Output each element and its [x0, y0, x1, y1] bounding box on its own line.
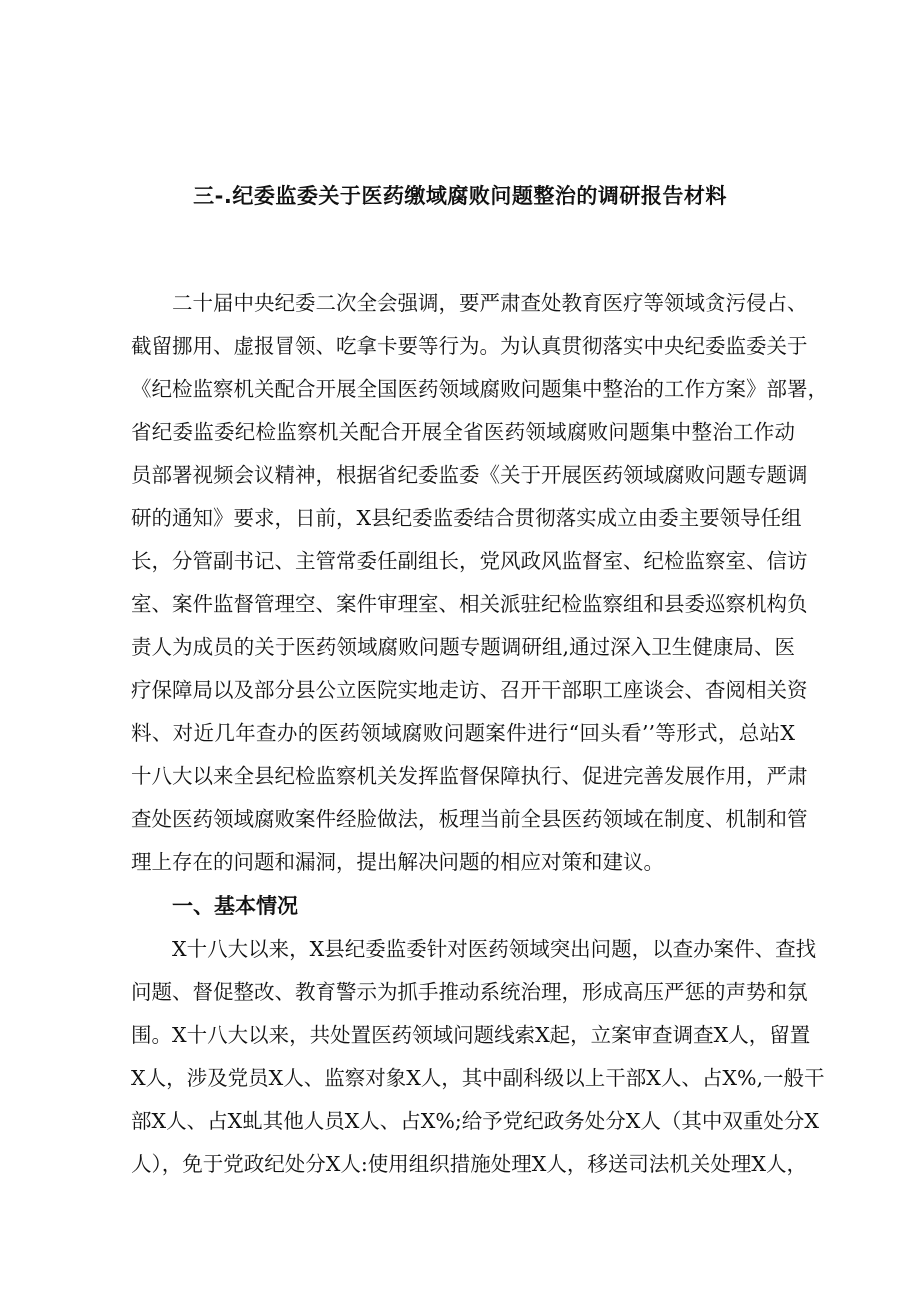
- paragraph-line: 十八大以来全县纪检监察机关发挥监督保障执行、促进完善发展作用，严肃: [131, 764, 808, 788]
- paragraph-intro: [131, 282, 828, 884]
- paragraph-line: 理上存在的问题和漏洞，提出解决问题的相应对策和建议。: [131, 850, 664, 874]
- paragraph-line: 疗保障局以及部分县公立医院实地走访、召开干部职工座谈会、杳阅相关资: [131, 678, 808, 702]
- paragraph-line: 长，分管副书记、主管常委任副组长，党风政风监督室、纪检监察室、信访: [131, 549, 808, 573]
- paragraph-line: 《纪检监察机关配合开展全国医药领域腐败问题集中整治的工作方案》部署，: [131, 377, 828, 401]
- paragraph-line: 部X人、占X虬其他人员X人、占X%;给予党纪政务处分X人（其中双重处分X: [131, 1109, 819, 1133]
- paragraph-basic-situation: [131, 928, 825, 1186]
- paragraph-line: 责人为成员的关于医药领域腐败问题专题调研组,通过深入卫生健康局、医: [131, 635, 795, 659]
- paragraph-line: 省纪委监委纪检监察机关配合开展全省医药领域腐败问题集中整治工作动: [131, 420, 795, 444]
- paragraph-line: X十八大以来，X县纪委监委针对医药领域突出问题，以查办案件、查找: [172, 937, 817, 961]
- paragraph-line: 问题、督促整改、教育警示为抓手推动系统治理，形成高压严惩的声势和氛: [131, 980, 808, 1004]
- document-title: 三-.纪委监委关于医药缴域腐败问题整治的调研报告材料: [193, 184, 727, 208]
- paragraph-line: 查处医药领域腐败案件经脸做法，板理当前全县医药领域在制度、机制和管: [131, 807, 808, 831]
- section-heading-basic-situation: 一、基本情况: [172, 894, 298, 918]
- paragraph-line: 截留挪用、虚报冒领、吃拿卡要等行为。为认真贯彻落实中央纪委监委关于: [131, 334, 808, 358]
- paragraph-line: 围。X十八大以来，共处置医药领域问题线索X起，立案审查调查X人，留置: [131, 1023, 811, 1047]
- paragraph-line: 二十届中央纪委二次全会强调，要严肃查处教育医疗等领域贪污侵占、: [172, 291, 808, 315]
- paragraph-line: 研的通知》要求，日前，X县纪委监委结合贯彻落实成立由委主要领导任组: [131, 506, 802, 530]
- paragraph-line: X人，涉及党员X人、监察对象X人，其中副科级以上干部X人、占X%,一般干: [131, 1066, 825, 1090]
- paragraph-line: 料、对近几年查办的医药领域腐败问题案件进行“回头看’’等形式，总站X: [131, 721, 795, 745]
- paragraph-line: 员部署视频会议精神，根据省纪委监委《关于开展医药领域腐败问题专题调: [131, 463, 808, 487]
- paragraph-line: 人），免于党政纪处分X人:使用组织措施处理X人，移送司法机关处理X人，: [131, 1152, 807, 1176]
- paragraph-line: 室、案件监督管理空、案件审理室、相关派驻纪检监察组和县委巡察机构负: [131, 592, 808, 616]
